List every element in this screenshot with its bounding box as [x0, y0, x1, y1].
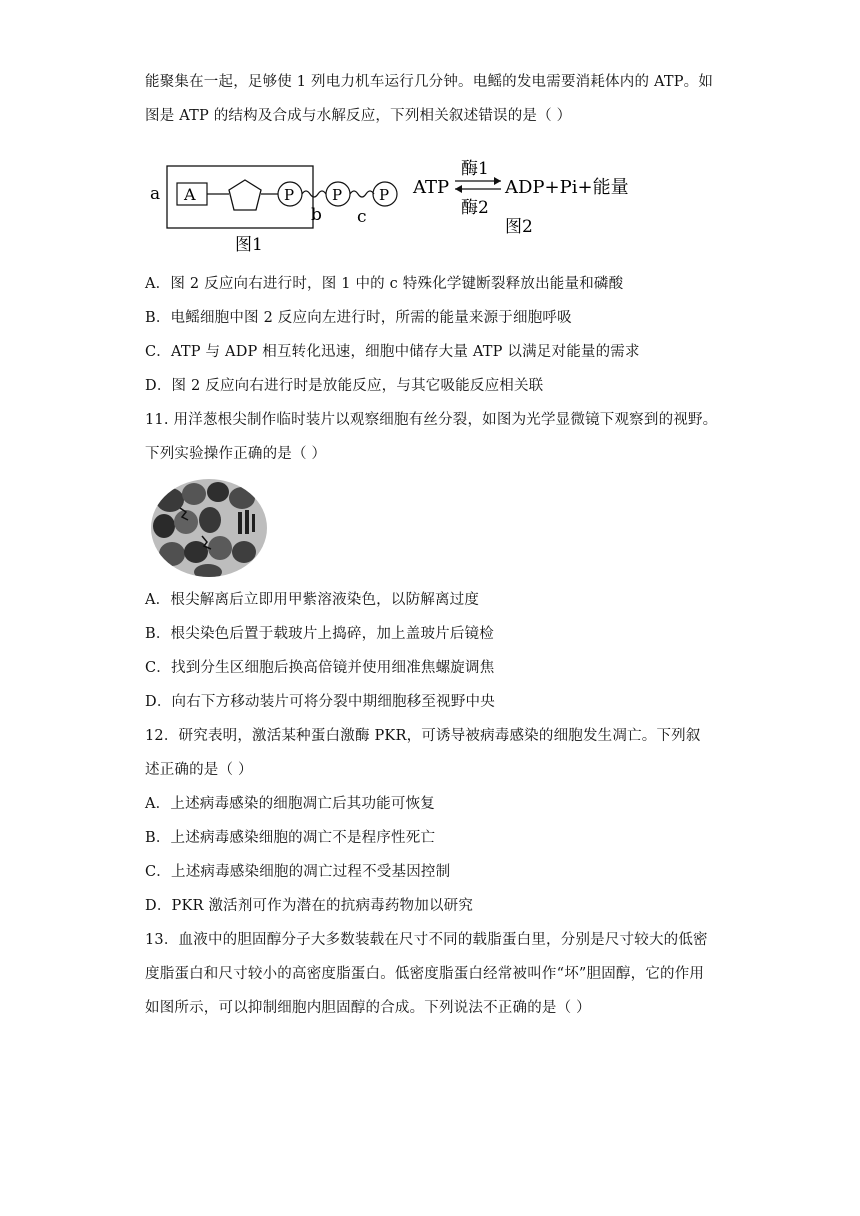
enzyme1-label: 酶1	[461, 159, 489, 179]
eq-atp: ATP	[413, 177, 450, 198]
q12-stem: 12．研究表明，激活某种蛋白激酶 PKR，可诱导被病毒感染的细胞发生凋亡。下列叙	[145, 728, 701, 744]
q12-option-d: D．PKR 激活剂可作为潜在的抗病毒药物加以研究	[145, 898, 474, 914]
q12-option-c: C．上述病毒感染细胞的凋亡过程不受基因控制	[145, 864, 451, 880]
figure2-caption: 图2	[505, 217, 533, 237]
label-b: b	[311, 205, 322, 225]
enzyme2-label: 酶2	[461, 198, 489, 218]
q13-stem: 如图所示，可以抑制细胞内胆固醇的合成。下列说法不正确的是（ ）	[145, 1000, 591, 1016]
q11-option-c: C．找到分生区细胞后换高倍镜并使用细准焦螺旋调焦	[145, 660, 495, 676]
q11-stem: 11. 用洋葱根尖制作临时装片以观察细胞有丝分裂，如图为光学显微镜下观察到的视野。	[145, 412, 718, 428]
q10-option-a: A．图 2 反应向右进行时，图 1 中的 c 特殊化学键断裂释放出能量和磷酸	[145, 276, 624, 292]
high-energy-bond-b	[302, 191, 326, 197]
q12-option-a: A．上述病毒感染的细胞凋亡后其功能可恢复	[145, 796, 435, 812]
intro-text-line: 能聚集在一起，足够使 1 列电力机车运行几分钟。电鳐的发电需要消耗体内的 ATP。如	[145, 74, 714, 90]
phosphate-label: P	[284, 186, 295, 204]
figure1-caption: 图1	[235, 235, 263, 255]
ribose-pentagon	[229, 180, 261, 210]
label-adenine: A	[184, 185, 196, 204]
eq-products: ADP+Pi+能量	[505, 177, 629, 198]
q13-stem: 13．血液中的胆固醇分子大多数装载在尺寸不同的载脂蛋白里，分别是尺寸较大的低密	[145, 932, 708, 948]
arrow-left-icon	[455, 185, 462, 193]
q11-option-b: B．根尖染色后置于载玻片上捣碎，加上盖玻片后镜检	[145, 626, 494, 642]
q11-option-d: D．向右下方移动装片可将分裂中期细胞移至视野中央	[145, 694, 495, 710]
phosphate-label: P	[332, 186, 343, 204]
q11-stem: 下列实验操作正确的是（ ）	[145, 446, 327, 462]
q12-stem: 述正确的是（ ）	[145, 762, 253, 778]
high-energy-bond-c	[350, 191, 374, 197]
label-a: a	[150, 184, 161, 204]
q10-option-b: B．电鳐细胞中图 2 反应向左进行时，所需的能量来源于细胞呼吸	[145, 310, 572, 326]
atp-structure-figure	[145, 152, 645, 260]
arrow-right-icon	[494, 177, 501, 185]
q12-option-b: B．上述病毒感染细胞的凋亡不是程序性死亡	[145, 830, 436, 846]
q11-option-a: A．根尖解离后立即用甲紫溶液染色，以防解离过度	[145, 592, 480, 608]
q10-option-d: D．图 2 反应向右进行时是放能反应，与其它吸能反应相关联	[145, 378, 544, 394]
label-c: c	[357, 207, 367, 227]
q10-option-c: C．ATP 与 ADP 相互转化迅速，细胞中储存大量 ATP 以满足对能量的需求	[145, 344, 640, 360]
phosphate-label: P	[379, 186, 390, 204]
q13-stem: 度脂蛋白和尺寸较小的高密度脂蛋白。低密度脂蛋白经常被叫作“坏”胆固醇，它的作用	[145, 966, 705, 982]
micrograph-image	[150, 478, 268, 578]
intro-text-line: 图是 ATP 的结构及合成与水解反应，下列相关叙述错误的是（ ）	[145, 108, 572, 124]
